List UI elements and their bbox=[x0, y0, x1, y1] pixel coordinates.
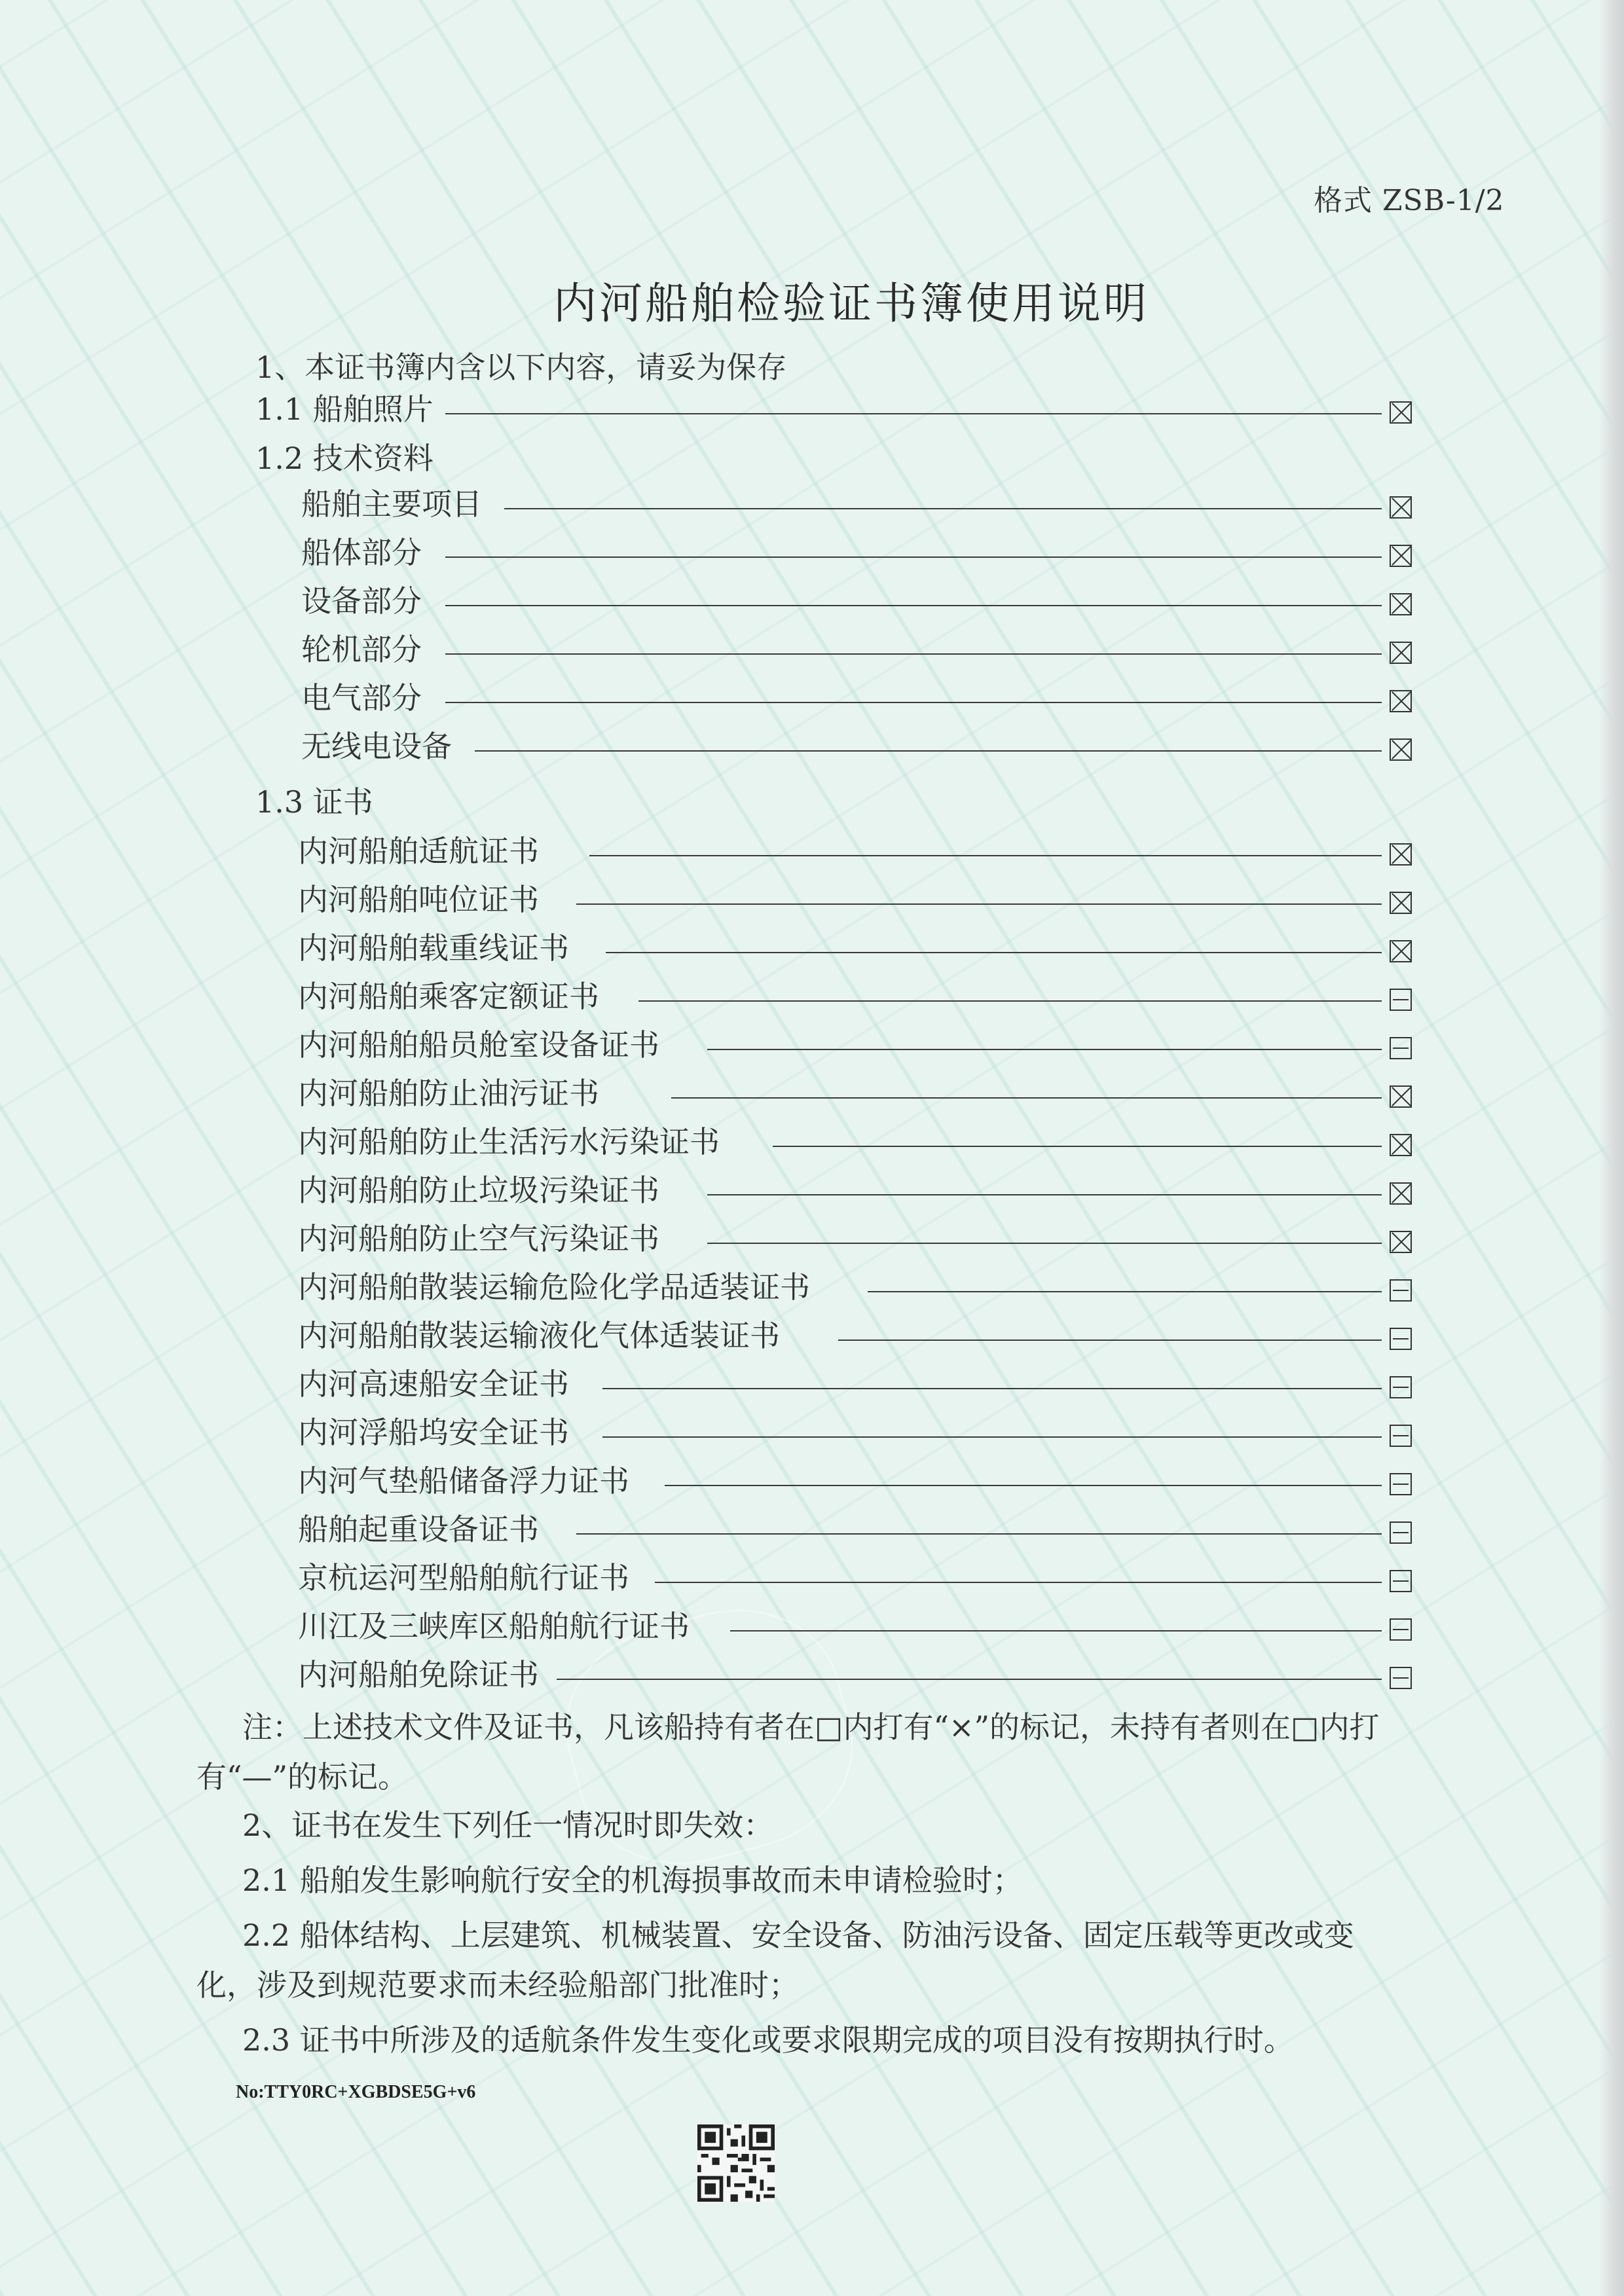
checklist-row bbox=[0, 831, 1624, 877]
serial-number: No:TTY0RC+XGBDSE5G+v6 bbox=[236, 2082, 476, 2102]
checklist-row bbox=[0, 880, 1624, 926]
checkbox-mark-icon bbox=[1390, 593, 1412, 615]
invalid-intro: 2、证书在发生下列任一情况时即失效： bbox=[242, 1808, 774, 1843]
row-label: 内河船舶防止生活污水污染证书 bbox=[298, 1124, 720, 1159]
checkbox-mark-icon bbox=[1390, 1085, 1412, 1108]
checkbox-mark-icon bbox=[1390, 738, 1412, 761]
checkbox-mark-icon bbox=[1390, 401, 1412, 424]
checklist-row bbox=[0, 1316, 1624, 1362]
leader-line bbox=[557, 1679, 1382, 1680]
leader-line bbox=[602, 1388, 1382, 1389]
row-label: 设备部分 bbox=[301, 583, 422, 619]
leader-line bbox=[589, 855, 1382, 856]
row-label: 内河船舶防止垃圾污染证书 bbox=[298, 1173, 659, 1208]
leader-line bbox=[504, 508, 1382, 509]
checklist-row bbox=[0, 1171, 1624, 1216]
leader-line bbox=[838, 1339, 1382, 1341]
intro-line: 1、本证书簿内含以下内容，请妥为保存 bbox=[255, 350, 787, 385]
leader-line bbox=[475, 750, 1382, 752]
leader-line bbox=[707, 1243, 1382, 1244]
checklist-row bbox=[0, 1461, 1624, 1507]
leader-line bbox=[445, 556, 1382, 558]
row-label: 内河船舶防止空气污染证书 bbox=[298, 1221, 659, 1256]
checkbox-mark-icon bbox=[1390, 545, 1412, 567]
section-heading-certs: 1.3 证书 bbox=[255, 784, 373, 820]
row-label: 内河船舶免除证书 bbox=[298, 1657, 539, 1692]
leader-line bbox=[445, 702, 1382, 703]
invalid-item: 2.3 证书中所涉及的适航条件发生变化或要求限期完成的项目没有按期执行时。 bbox=[242, 2022, 1294, 2058]
checklist-row bbox=[0, 727, 1624, 773]
leader-line bbox=[671, 1097, 1382, 1099]
checkbox-mark-icon bbox=[1390, 843, 1412, 866]
checklist-row bbox=[0, 1219, 1624, 1265]
checklist-row bbox=[0, 1510, 1624, 1556]
row-label: 内河船舶乘客定额证书 bbox=[298, 979, 599, 1014]
leader-line bbox=[602, 1436, 1382, 1438]
page-title: 内河船舶检验证书簿使用说明 bbox=[553, 278, 1149, 329]
checklist-row bbox=[0, 1074, 1624, 1120]
checkbox-mark-icon bbox=[1390, 1279, 1412, 1302]
qr-code-icon bbox=[697, 2124, 775, 2202]
format-code: 格式 ZSB-1/2 bbox=[1314, 184, 1505, 217]
row-label: 船体部分 bbox=[301, 535, 422, 570]
leader-line bbox=[730, 1630, 1382, 1631]
checklist-row bbox=[0, 928, 1624, 974]
checklist-row bbox=[0, 630, 1624, 676]
leader-line bbox=[707, 1194, 1382, 1195]
checklist-row bbox=[0, 1607, 1624, 1652]
note-paragraph bbox=[196, 1702, 1395, 1802]
checklist-row bbox=[0, 1558, 1624, 1604]
leader-line bbox=[445, 653, 1382, 655]
checklist-row bbox=[0, 1413, 1624, 1459]
checklist-row bbox=[0, 1122, 1624, 1168]
checkbox-mark-icon bbox=[1390, 1037, 1412, 1059]
row-label: 轮机部分 bbox=[301, 632, 422, 667]
checkbox-mark-icon bbox=[1390, 642, 1412, 664]
checkbox-mark-icon bbox=[1390, 1473, 1412, 1495]
checklist-row bbox=[0, 581, 1624, 627]
row-label: 内河船舶适航证书 bbox=[298, 833, 539, 869]
leader-line bbox=[773, 1146, 1382, 1147]
row-label: 1.1 船舶照片 bbox=[255, 392, 434, 427]
leader-line bbox=[445, 605, 1382, 606]
checkbox-mark-icon bbox=[1390, 1134, 1412, 1156]
checkbox-mark-icon bbox=[1390, 1182, 1412, 1205]
checkbox-mark-icon bbox=[1390, 1618, 1412, 1641]
checklist-row bbox=[0, 1025, 1624, 1071]
invalid-item: 2.1 船舶发生影响航行安全的机海损事故而未申请检验时； bbox=[242, 1863, 1023, 1898]
invalid-conditions bbox=[196, 1800, 1395, 2065]
invalid-item: 2.2 船体结构、上层建筑、机械装置、安全设备、防油污设备、固定压载等更改或变化，涉及到规范要求而未经验船部门批准时； bbox=[196, 1918, 1354, 2003]
checkbox-mark-icon bbox=[1390, 690, 1412, 712]
checklist-row bbox=[0, 1267, 1624, 1313]
row-label: 内河船舶船员舱室设备证书 bbox=[298, 1027, 659, 1063]
leader-line bbox=[606, 952, 1382, 953]
note-text: 注：上述技术文件及证书，凡该船持有者在□内打有“×”的标记，未持有者则在□内打有“—”的标记。 bbox=[196, 1709, 1380, 1795]
checkbox-mark-icon bbox=[1390, 1667, 1412, 1689]
checkbox-mark-icon bbox=[1390, 892, 1412, 914]
checklist-row bbox=[0, 1364, 1624, 1410]
row-label: 船舶主要项目 bbox=[301, 486, 482, 522]
leader-line bbox=[576, 1533, 1382, 1535]
leader-line bbox=[638, 1000, 1382, 1002]
row-label: 内河高速船安全证书 bbox=[298, 1366, 569, 1402]
leader-line bbox=[665, 1485, 1382, 1486]
checklist-row bbox=[0, 678, 1624, 724]
checkbox-mark-icon bbox=[1390, 1231, 1412, 1253]
row-label: 内河船舶载重线证书 bbox=[298, 930, 569, 966]
checkbox-mark-icon bbox=[1390, 989, 1412, 1011]
checklist-row-photo bbox=[0, 390, 1624, 435]
checkbox-mark-icon bbox=[1390, 496, 1412, 519]
checkbox-mark-icon bbox=[1390, 1376, 1412, 1398]
checkbox-mark-icon bbox=[1390, 1522, 1412, 1544]
row-label: 川江及三峡库区船舶航行证书 bbox=[298, 1609, 690, 1644]
checkbox-mark-icon bbox=[1390, 1570, 1412, 1592]
row-label: 船舶起重设备证书 bbox=[298, 1512, 539, 1547]
row-label: 内河浮船坞安全证书 bbox=[298, 1415, 569, 1450]
leader-line bbox=[868, 1291, 1382, 1292]
leader-line bbox=[576, 903, 1382, 905]
checkbox-mark-icon bbox=[1390, 940, 1412, 962]
checklist-row bbox=[0, 533, 1624, 579]
leader-line bbox=[445, 413, 1382, 414]
checklist-row bbox=[0, 1655, 1624, 1701]
row-label: 内河气垫船储备浮力证书 bbox=[298, 1463, 629, 1499]
checklist-row bbox=[0, 484, 1624, 530]
checkbox-mark-icon bbox=[1390, 1425, 1412, 1447]
checkbox-mark-icon bbox=[1390, 1328, 1412, 1350]
row-label: 内河船舶防止油污证书 bbox=[298, 1076, 599, 1111]
checklist-row bbox=[0, 977, 1624, 1023]
row-label: 京杭运河型船舶航行证书 bbox=[298, 1560, 629, 1595]
section-heading-tech: 1.2 技术资料 bbox=[255, 441, 434, 476]
leader-line bbox=[707, 1049, 1382, 1050]
row-label: 内河船舶吨位证书 bbox=[298, 882, 539, 917]
row-label: 内河船舶散装运输液化气体适装证书 bbox=[298, 1318, 780, 1353]
row-label: 内河船舶散装运输危险化学品适装证书 bbox=[298, 1269, 810, 1305]
row-label: 电气部分 bbox=[301, 680, 422, 716]
row-label: 无线电设备 bbox=[301, 729, 452, 764]
leader-line bbox=[655, 1582, 1382, 1583]
